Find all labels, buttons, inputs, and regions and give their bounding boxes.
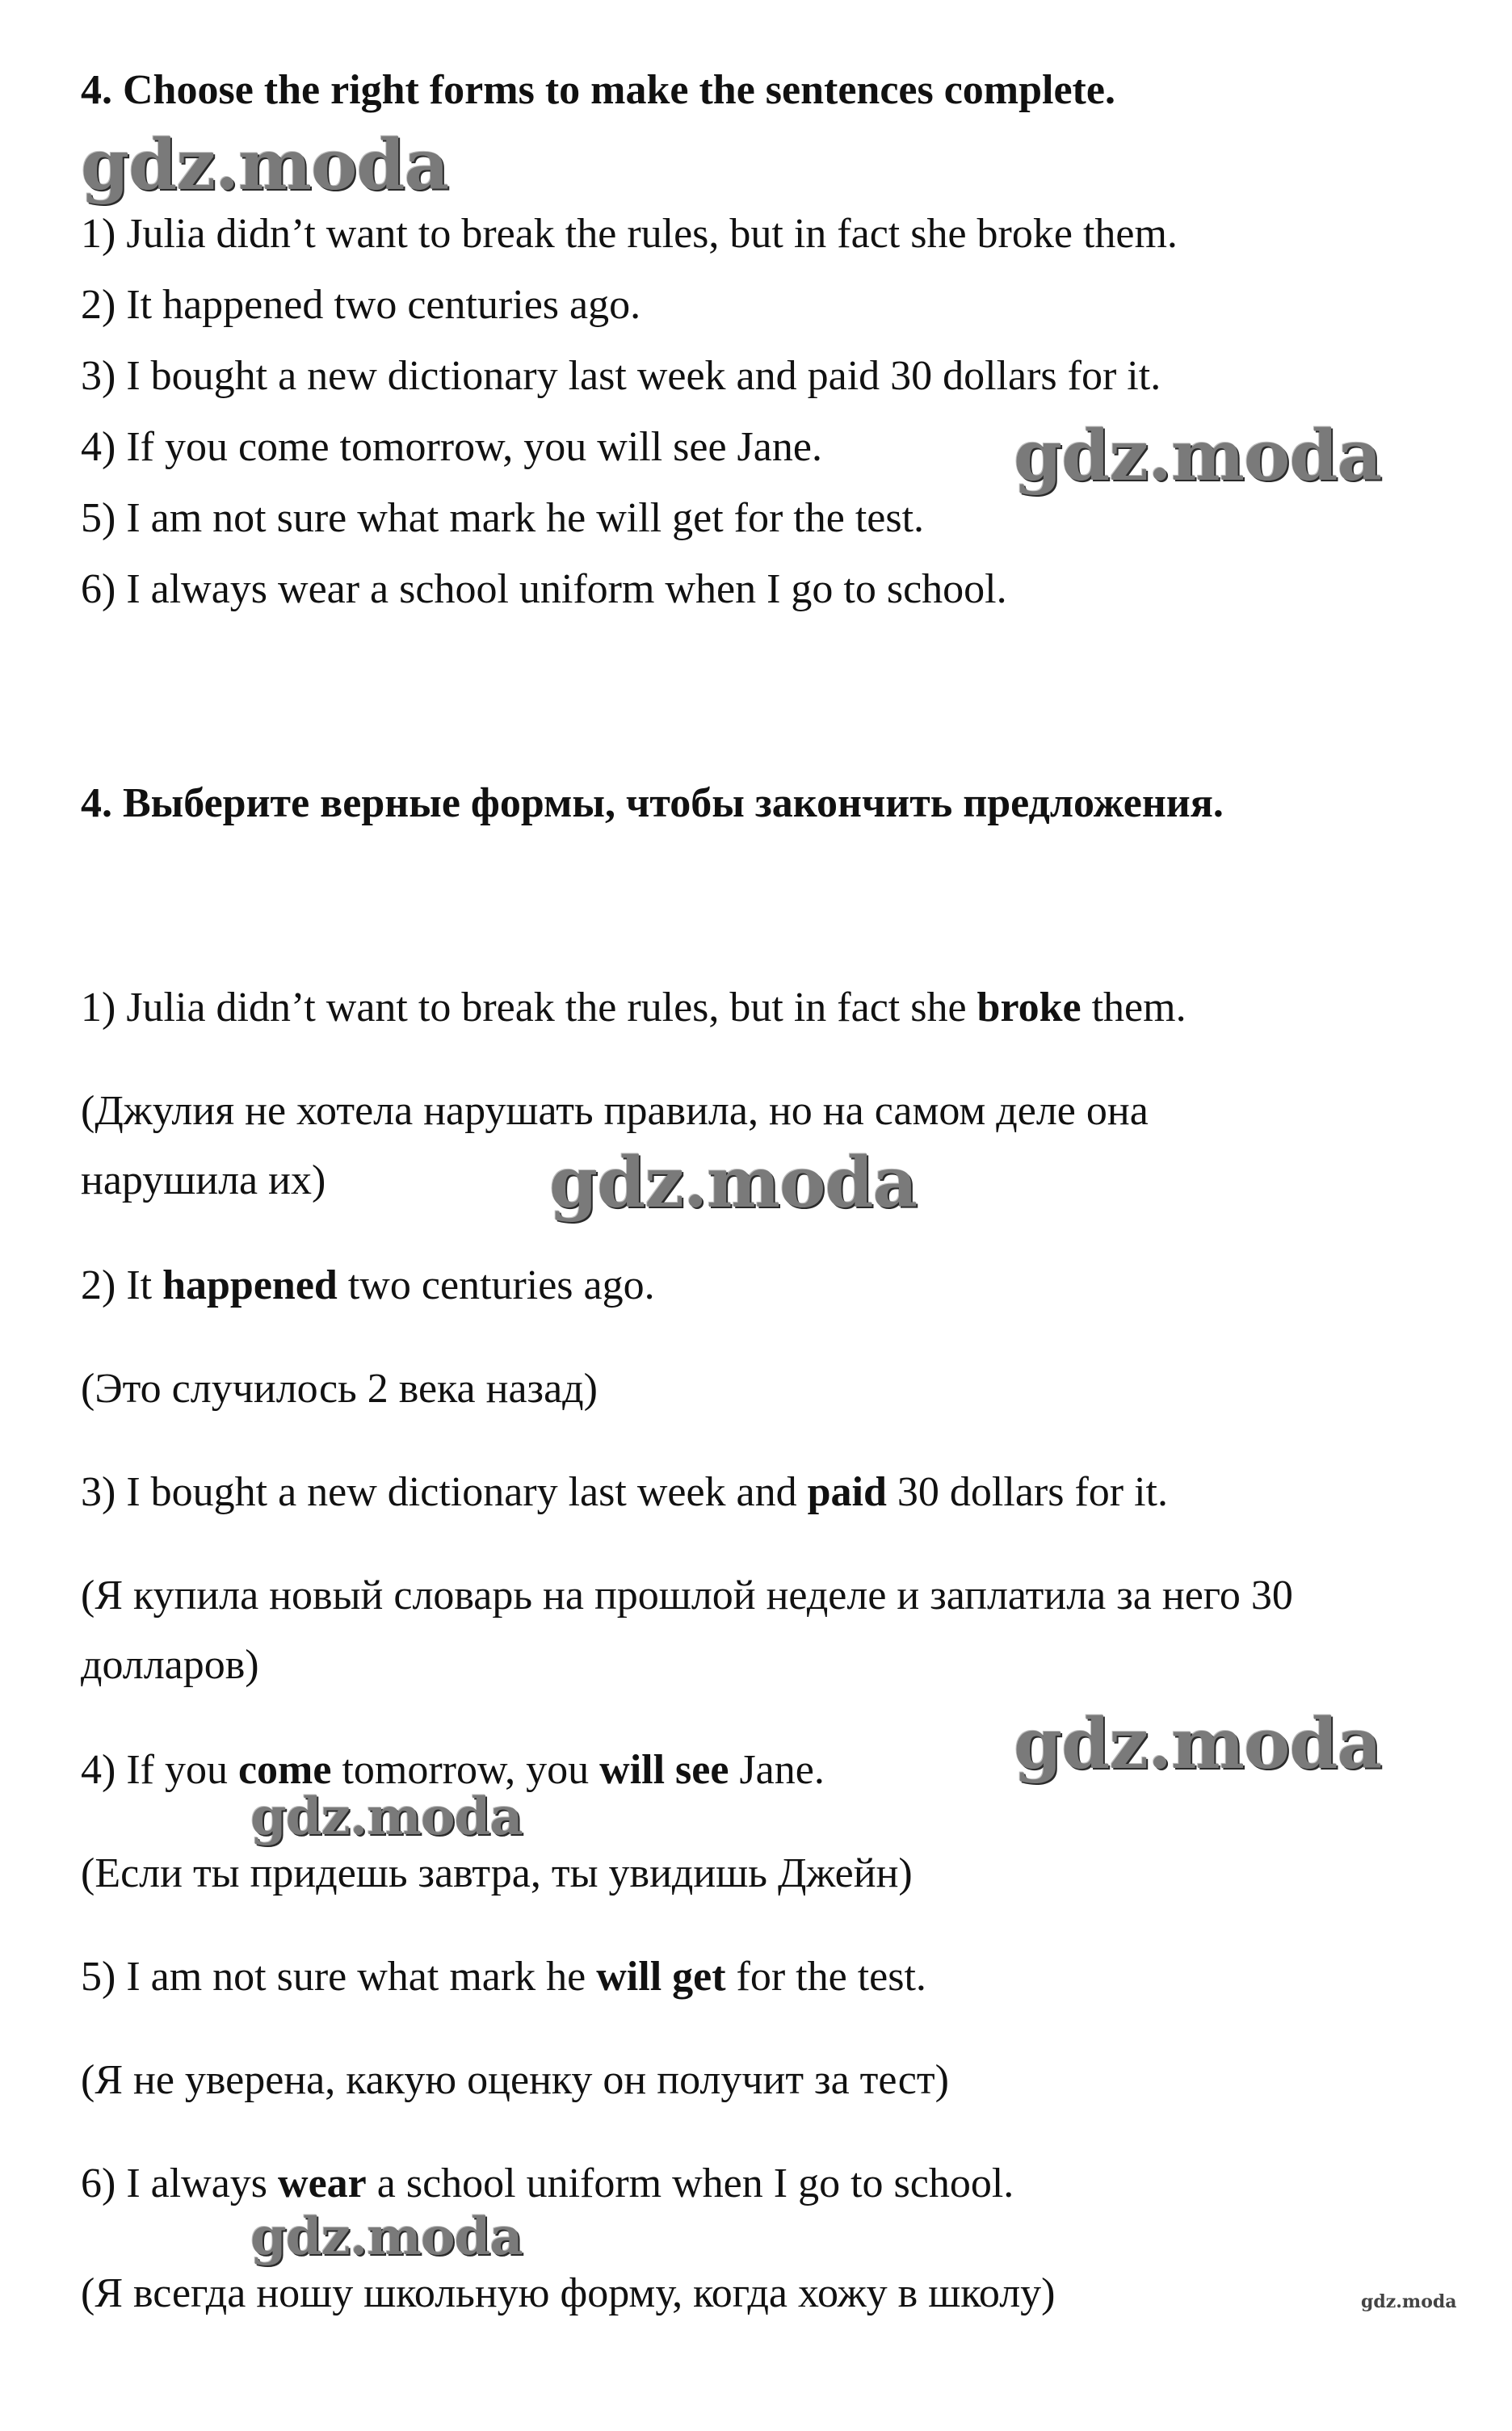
watermark: gdz.moda	[81, 124, 449, 206]
answer-translation: (Если ты придешь завтра, ты увидишь Джейн)	[81, 1850, 913, 1896]
english-item: 4) If you come tomorrow, you will see Jane.	[81, 424, 822, 470]
watermark: gdz.moda	[1014, 1703, 1382, 1785]
watermark: gdz.moda	[250, 2206, 523, 2267]
answer-sentence: 3) I bought a new dictionary last week and paid 30 dollars for it.	[81, 1469, 1168, 1515]
answer-sentence: 2) It happened two centuries ago.	[81, 1262, 655, 1308]
answer-sentence: 6) I always wear a school uniform when I go to school.	[81, 2160, 1014, 2206]
english-item: 3) I bought a new dictionary last week and paid 30 dollars for it.	[81, 353, 1161, 399]
english-item: 5) I am not sure what mark he will get for the test.	[81, 495, 925, 541]
russian-heading: 4. Выберите верные формы, чтобы закончить предложения.	[81, 780, 1224, 826]
answer-sentence: 5) I am not sure what mark he will get for the test.	[81, 1954, 926, 2000]
answer-translation: нарушила их)	[81, 1157, 326, 1203]
english-item: 1) Julia didn’t want to break the rules, but in fact she broke them.	[81, 211, 1178, 257]
answer-sentence: 4) If you come tomorrow, you will see Jane.	[81, 1747, 825, 1793]
watermark: gdz.moda	[250, 1787, 523, 1847]
watermark: gdz.moda	[1361, 2291, 1457, 2312]
answer-translation: долларов)	[81, 1642, 259, 1688]
english-heading: 4. Choose the right forms to make the sentences complete.	[81, 67, 1115, 113]
answer-translation: (Джулия не хотела нарушать правила, но на самом деле она	[81, 1088, 1149, 1134]
watermark: gdz.moda	[1014, 415, 1382, 497]
english-item: 2) It happened two centuries ago.	[81, 282, 641, 328]
answer-sentence: 1) Julia didn’t want to break the rules, but in fact she broke them.	[81, 985, 1186, 1031]
english-item: 6) I always wear a school uniform when I go to school.	[81, 566, 1007, 612]
answer-translation: (Я купила новый словарь на прошлой неделе и заплатила за него 30	[81, 1572, 1293, 1619]
answer-translation: (Я всегда ношу школьную форму, когда хожу в школу)	[81, 2270, 1056, 2316]
answer-translation: (Это случилось 2 века назад)	[81, 1366, 598, 1412]
answer-translation: (Я не уверена, какую оценку он получит за тест)	[81, 2057, 949, 2103]
watermark: gdz.moda	[549, 1142, 918, 1224]
